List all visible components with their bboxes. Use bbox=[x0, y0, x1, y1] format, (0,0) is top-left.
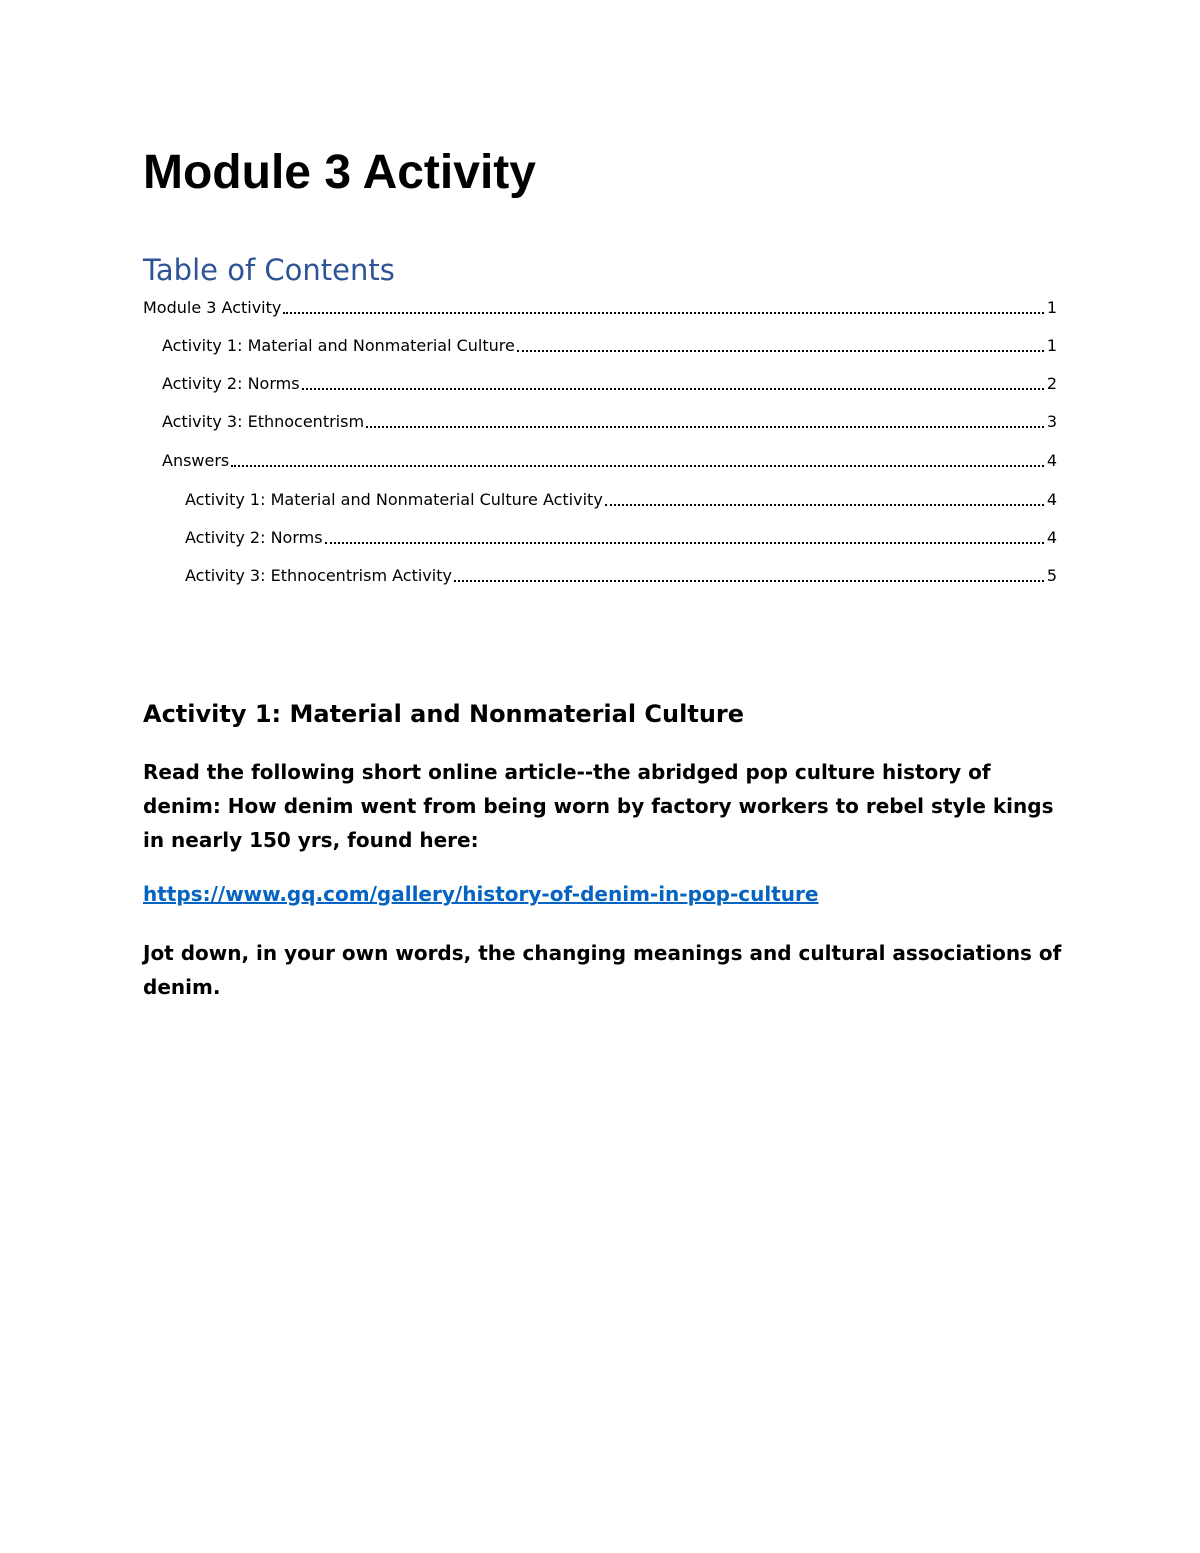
toc-entry-text: Activity 2: Norms bbox=[185, 528, 323, 547]
toc-page-number: 4 bbox=[1046, 490, 1057, 509]
toc-dot-leader bbox=[325, 542, 1044, 544]
toc-page-number: 3 bbox=[1046, 412, 1057, 431]
toc-entry-text: Activity 2: Norms bbox=[162, 374, 300, 393]
toc-heading: Table of Contents bbox=[143, 253, 395, 287]
toc-entry-text: Activity 1: Material and Nonmaterial Culture Activity bbox=[185, 490, 603, 509]
link-paragraph bbox=[143, 877, 1063, 911]
intro-paragraph: Read the following short online article--the abridged pop culture history of denim: How denim went from being worn by factory workers to rebel style kings in nearly 150 yrs, found here: bbox=[143, 760, 1054, 852]
section-heading: Activity 1: Material and Nonmaterial Culture bbox=[143, 700, 745, 728]
article-link[interactable]: https://www.gq.com/gallery/history-of-denim-in-pop-culture bbox=[143, 882, 819, 906]
toc-entry-answers-activity-2[interactable] bbox=[185, 523, 1057, 549]
toc-dot-leader bbox=[302, 388, 1044, 390]
toc-page-number: 1 bbox=[1046, 336, 1057, 355]
toc-entry-text: Activity 3: Ethnocentrism Activity bbox=[185, 566, 452, 585]
toc-page-number: 1 bbox=[1046, 298, 1057, 317]
toc-dot-leader bbox=[283, 312, 1043, 314]
toc-page-number: 4 bbox=[1046, 451, 1057, 470]
toc-entry-text: Activity 1: Material and Nonmaterial Culture bbox=[162, 336, 515, 355]
toc-entry-text: Answers bbox=[162, 451, 230, 470]
toc-page-number: 5 bbox=[1046, 566, 1057, 585]
toc-dot-leader bbox=[366, 426, 1044, 428]
toc-page-number: 4 bbox=[1046, 528, 1057, 547]
toc-entry-answers[interactable] bbox=[162, 446, 1057, 472]
toc-entry-activity-3[interactable] bbox=[162, 407, 1057, 433]
document-title: Module 3 Activity bbox=[143, 146, 536, 199]
toc-entry-text: Module 3 Activity bbox=[143, 298, 282, 317]
toc-entry-answers-activity-1[interactable] bbox=[185, 485, 1057, 511]
toc-dot-leader bbox=[605, 504, 1044, 506]
toc-page-number: 2 bbox=[1046, 374, 1057, 393]
toc-dot-leader bbox=[231, 465, 1044, 467]
toc-dot-leader bbox=[454, 580, 1044, 582]
instruction-paragraph: Jot down, in your own words, the changing meanings and cultural associations of denim. bbox=[143, 941, 1062, 999]
toc-entry-module-3-activity[interactable] bbox=[143, 293, 1057, 319]
toc-entry-answers-activity-3[interactable] bbox=[185, 561, 1057, 587]
toc-dot-leader bbox=[517, 350, 1044, 352]
toc-entry-activity-2[interactable] bbox=[162, 369, 1057, 395]
toc-entry-activity-1[interactable] bbox=[162, 331, 1057, 357]
toc-entry-text: Activity 3: Ethnocentrism bbox=[162, 412, 365, 431]
